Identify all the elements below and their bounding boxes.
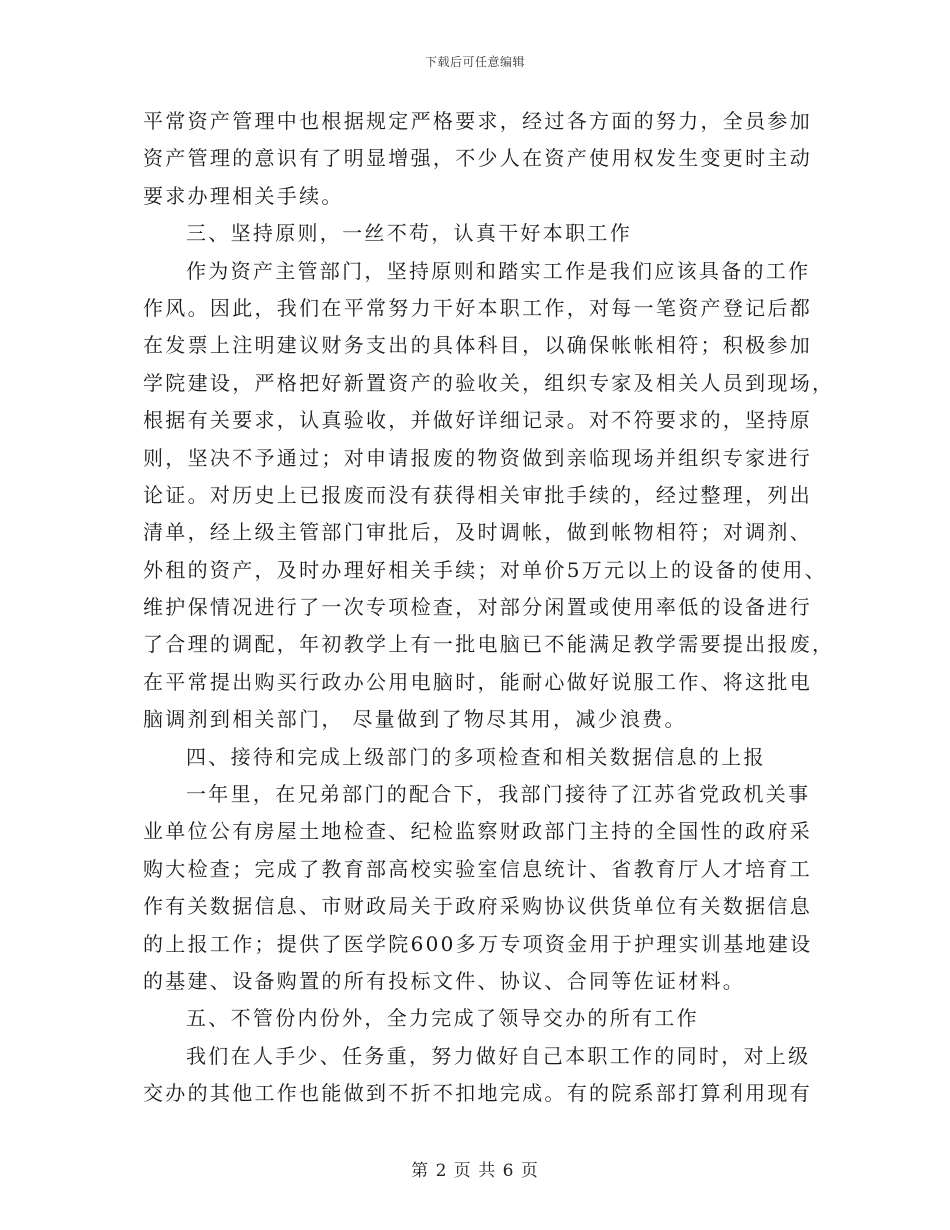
section-heading: 三、坚持原则，一丝不苟，认真干好本职工作 xyxy=(186,221,632,246)
text-line: 在发票上注明建议财务支出的具体科目，以确保帐帐相符；积极参加 xyxy=(143,333,812,358)
text-line: 交办的其他工作也能做到不折不扣地完成。有的院系部打算利用现有 xyxy=(143,1081,812,1106)
text-line: 脑调剂到相关部门， 尽量做到了物尽其用，减少浪费。 xyxy=(143,707,687,732)
text-line: 则，坚决不予通过；对申请报废的物资做到亲临现场并组织专家进行 xyxy=(143,445,812,470)
paragraph-first-line: 我们在人手少、任务重，努力做好自己本职工作的同时，对上级 xyxy=(186,1043,811,1068)
text-line: 作有关数据信息、市财政局关于政府采购协议供货单位有关数据信息 xyxy=(143,894,812,919)
text-line: 根据有关要求，认真验收，并做好详细记录。对不符要求的，坚持原 xyxy=(143,408,812,433)
text-line: 的基建、设备购置的所有投标文件、协议、合同等佐证材料。 xyxy=(143,968,746,993)
text-line: 资产管理的意识有了明显增强，不少人在资产使用权发生变更时主动 xyxy=(143,146,812,171)
paragraph-first-line: 一年里，在兄弟部门的配合下，我部门接待了江苏省党政机关事 xyxy=(186,782,811,807)
text-line: 在平常提出购买行政办公用电脑时，能耐心做好说服工作、将这批电 xyxy=(143,669,812,694)
text-line: 平常资产管理中也根据规定严格要求，经过各方面的努力，全员参加 xyxy=(143,109,812,133)
text-line: 外租的资产，及时办理好相关手续；对单价5万元以上的设备的使用、 xyxy=(143,557,828,582)
page-number-footer: 第 2 页 共 6 页 xyxy=(411,1161,539,1181)
text-line: 要求办理相关手续。 xyxy=(143,183,344,208)
section-heading: 四、接待和完成上级部门的多项检查和相关数据信息的上报 xyxy=(186,744,766,769)
text-line: 业单位公有房屋土地检查、纪检监察财政部门主持的全国性的政府采 xyxy=(143,819,812,844)
paragraph-first-line: 作为资产主管部门，坚持原则和踏实工作是我们应该具备的工作 xyxy=(186,258,811,283)
text-line: 清单，经上级主管部门审批后，及时调帐，做到帐物相符；对调剂、 xyxy=(143,520,812,545)
text-line: 学院建设，严格把好新置资产的验收关，组织专家及相关人员到现场， xyxy=(143,370,835,395)
document-body xyxy=(143,103,835,1113)
text-line: 的上报工作；提供了医学院600多万专项资金用于护理实训基地建设 xyxy=(143,931,813,956)
text-line: 作风。因此，我们在平常努力干好本职工作，对每一笔资产登记后都 xyxy=(143,295,812,320)
text-line: 了合理的调配，年初教学上有一批电脑已不能满足教学需要提出报废， xyxy=(143,632,835,657)
text-line: 维护保情况进行了一次专项检查，对部分闲置或使用率低的设备进行 xyxy=(143,595,812,620)
text-line: 购大检查；完成了教育部高校实验室信息统计、省教育厅人才培育工 xyxy=(143,856,812,881)
page-header: 下载后可任意编辑 xyxy=(424,55,525,69)
text-line: 论证。对历史上已报废而没有获得相关审批手续的，经过整理，列出 xyxy=(143,482,812,507)
section-heading: 五、不管份内份外，全力完成了领导交办的所有工作 xyxy=(186,1006,699,1031)
